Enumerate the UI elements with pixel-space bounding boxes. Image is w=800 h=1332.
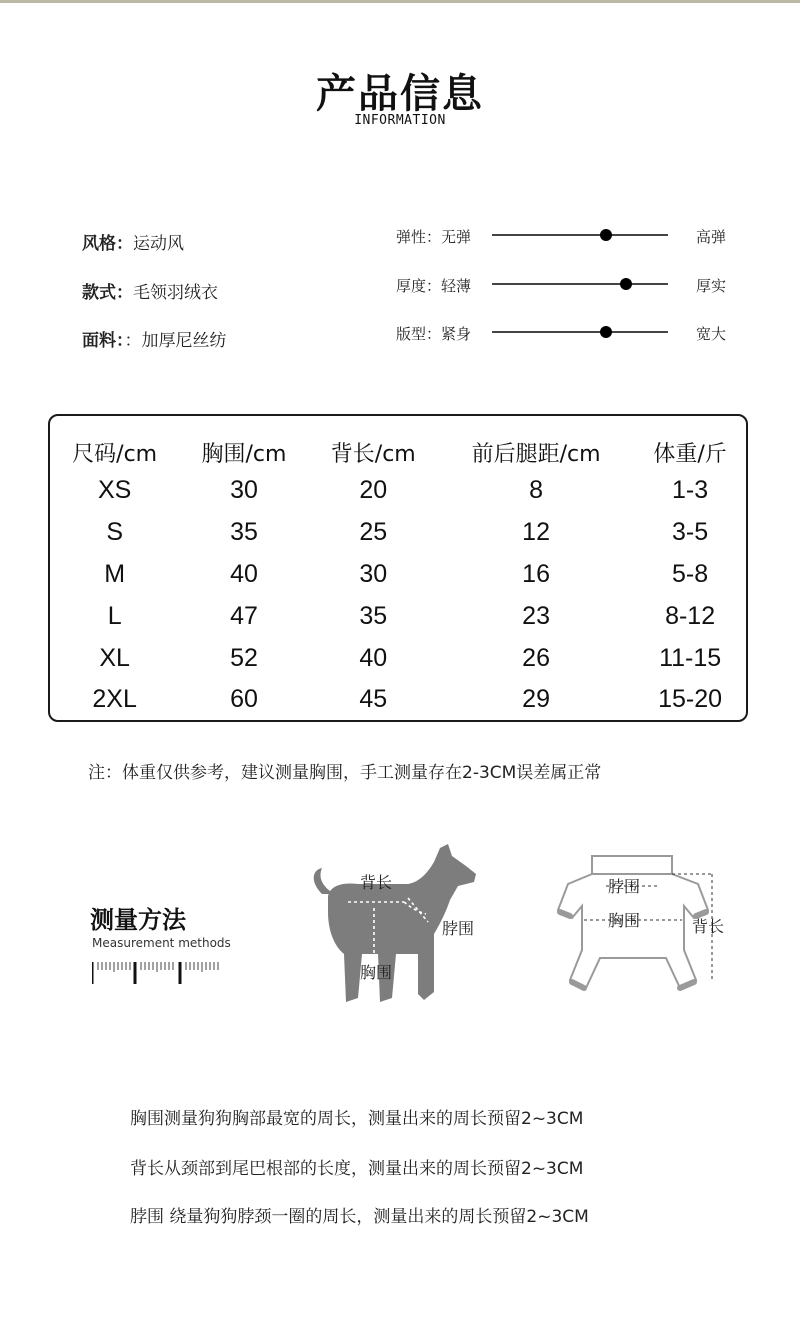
cell: 30: [230, 476, 258, 505]
table-row: [50, 595, 746, 637]
info-value: 运动风: [133, 234, 184, 254]
cell: 30: [359, 559, 388, 588]
cell: 35: [359, 601, 388, 630]
slider-right-label: 宽大: [695, 325, 726, 343]
dog-diagram: [300, 842, 500, 1014]
weight-note: 注：体重仅供参考，建议测量胸围，手工测量存在2-3CM误差属正常: [88, 763, 602, 783]
cell: M: [104, 559, 126, 588]
cell: 8: [529, 476, 544, 505]
size-chart: [48, 414, 748, 722]
method-subtitle: Measurement methods: [92, 936, 231, 950]
garment-label-neck: 脖围: [608, 877, 641, 896]
info-style: [82, 229, 184, 254]
desc-neck: 脖围 绕量狗狗脖颈一圈的周长，测量出来的周长预留2~3CM: [130, 1207, 589, 1227]
size-table: [50, 434, 746, 721]
page-subtitle: INFORMATION: [354, 113, 446, 128]
col-header-back: 背长/cm: [330, 441, 416, 467]
slider-thickness: [396, 269, 726, 299]
cell: 20: [359, 476, 388, 505]
dog-label-neck: 脖围: [442, 919, 475, 938]
slider-elasticity: [396, 220, 726, 250]
cell: 23: [522, 601, 550, 630]
cell: 29: [522, 685, 550, 714]
slider-track: [492, 331, 668, 333]
cell: XS: [97, 476, 132, 505]
cell: 16: [522, 559, 550, 588]
cell: 40: [359, 643, 388, 672]
slider-left-label: 版型：紧身: [396, 325, 472, 343]
table-row: [50, 512, 746, 554]
table-row: [50, 554, 746, 596]
info-fabric: [82, 326, 227, 351]
info-value: ：加厚尼丝纺: [124, 331, 227, 351]
desc-chest: 胸围测量狗狗胸部最宽的周长，测量出来的周长预留2~3CM: [130, 1109, 584, 1129]
col-header-weight: 体重/斤: [653, 441, 727, 467]
info-key: 风格：: [82, 234, 133, 254]
cell: 15-20: [658, 685, 723, 714]
slider-track: [492, 234, 668, 236]
method-title: 测量方法: [90, 906, 186, 934]
cell: 40: [230, 559, 258, 588]
table-row: [50, 637, 746, 679]
info-type: [82, 278, 218, 303]
cell: 26: [522, 643, 550, 672]
cell: 45: [359, 685, 388, 714]
garment-label-back: 背长: [692, 917, 725, 936]
slider-knob: [600, 229, 612, 241]
cell: 35: [230, 518, 258, 547]
slider-knob: [600, 326, 612, 338]
dog-label-chest: 胸围: [360, 963, 393, 982]
cell: 5-8: [672, 559, 709, 588]
info-value: 毛领羽绒衣: [133, 283, 218, 303]
top-divider: [0, 0, 800, 3]
slider-right-label: 高弹: [695, 228, 726, 246]
slider-knob: [620, 278, 632, 290]
col-header-leg: 前后腿距/cm: [471, 441, 601, 467]
cell: XL: [99, 643, 130, 672]
cell: 2XL: [92, 685, 137, 714]
ruler-icon: [92, 956, 222, 984]
table-row: [50, 679, 746, 721]
cell: 12: [522, 518, 550, 547]
col-header-chest: 胸围/cm: [201, 441, 287, 467]
garment-label-chest: 胸围: [608, 911, 641, 930]
cell: 8-12: [665, 601, 716, 630]
cell: 1-3: [672, 476, 709, 505]
cell: 60: [230, 685, 258, 714]
col-header-size: 尺码/cm: [72, 441, 158, 467]
cell: L: [107, 601, 122, 630]
desc-back: 背长从颈部到尾巴根部的长度，测量出来的周长预留2~3CM: [130, 1159, 584, 1179]
cell: S: [106, 518, 123, 547]
slider-right-label: 厚实: [695, 277, 726, 295]
cell: 52: [230, 643, 258, 672]
info-key: 款式：: [82, 283, 133, 303]
cell: 11-15: [659, 643, 722, 672]
dog-label-back: 背长: [360, 873, 393, 892]
info-key: 面料：: [82, 331, 125, 351]
cell: 25: [359, 518, 388, 547]
table-row: [50, 470, 746, 512]
cell: 47: [230, 601, 258, 630]
page-title: 产品信息: [316, 71, 484, 117]
cell: 3-5: [672, 518, 709, 547]
slider-fit: [396, 317, 726, 347]
slider-left-label: 厚度：轻薄: [396, 277, 472, 295]
slider-track: [492, 283, 668, 285]
garment-diagram: [548, 850, 748, 1010]
size-table-header: [50, 434, 746, 470]
slider-left-label: 弹性：无弹: [396, 228, 472, 246]
